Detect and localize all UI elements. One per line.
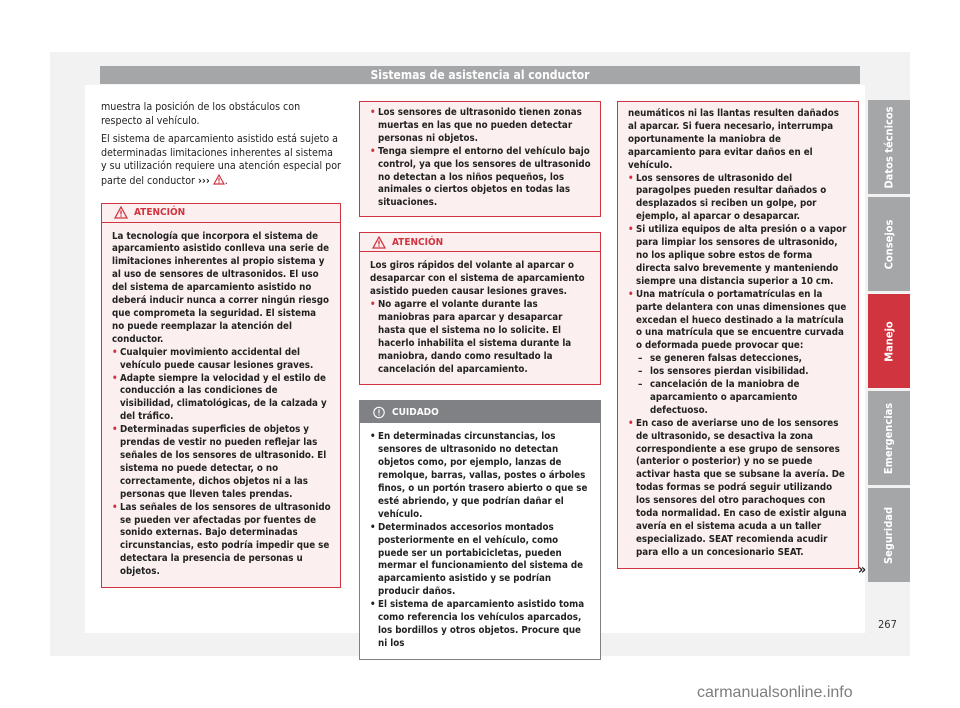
warning-bullet: • Tenga siempre el entorno del vehículo bajo control, ya que los sensores de ultrasonido no detectan a los niños pequeños, los animales o ciertos objetos en todas las situaciones.	[370, 146, 591, 211]
tab-label: Seguridad	[882, 506, 896, 564]
warning-triangle-icon[interactable]	[213, 174, 225, 185]
column-3	[617, 101, 859, 569]
warning-box-2	[359, 232, 601, 385]
warning-sub-item: – se generen falsas detecciones,	[628, 353, 849, 366]
warning-bullet: • Adapte siempre la velocidad y el estilo de conducción a las condiciones de visibilidad, climatológicas, de la calzada y del tráfico.	[112, 373, 331, 425]
warning-box-2-header	[360, 233, 600, 252]
warning-bullet: • Determinadas superficies de objetos y prendas de vestir no pueden reflejar las señales de los sensores de ultrasonido. El sistema no puede detectar, o no correctamente, dichos objetos ni a las personas que lleven tales prendas.	[112, 424, 331, 501]
tab-seguridad[interactable]	[868, 488, 910, 582]
continue-arrow-icon[interactable]: »	[858, 562, 867, 578]
warning-box-1	[101, 203, 341, 588]
caution-bullet: • El sistema de aparcamiento asistido toma como referencia los vehículos aparcados, los bordillos y otros objetos. Procure que ni los	[370, 599, 591, 651]
watermark-text: carmanualsonline.info	[697, 684, 853, 701]
warning-continuation-box	[359, 101, 601, 217]
warning-triangle-icon	[372, 236, 386, 249]
warning-bullet: • En caso de averiarse uno de los sensores de ultrasonido, se desactiva la zona correspondiente a ese grupo de sensores (anterior o posterior) y no se puede activar hasta que se subsane la avería. De todas formas se podrá seguir utilizando los sensores del otro parachoques con toda normalidad. En caso de existir alguna avería en el sistema acuda a un taller especializado. SEAT recomienda acudir para ello a un concesionario SEAT.	[628, 418, 849, 560]
warning-bullet: • Si utiliza equipos de alta presión o a vapor para limpiar los sensores de ultrasonido, no los aplique sobre estos de forma directa salvo brevemente y manteniendo siempre una distancia superior a 10 cm.	[628, 224, 849, 289]
warning-text: La tecnología que incorpora el sistema de aparcamiento asistido conlleva una serie de limitaciones inherentes al propio sistema y al uso de sensores de ultrasonidos. El uso del sistema de aparcamiento asistido no deberá inducir nunca a correr ningún riesgo que comprometa la seguridad. El sistema no puede reemplazar la atención del conductor.	[112, 230, 330, 345]
warning-continuation-body	[360, 102, 600, 216]
tab-label: Consejos	[882, 219, 896, 269]
warning-continuation-body-2	[618, 102, 858, 568]
warning-text: Los giros rápidos del volante al aparcar o desaparcar con el sistema de aparcamiento asistido pueden causar lesiones graves.	[370, 260, 585, 298]
warning-bullet: • Las señales de los sensores de ultrasonido se pueden ver afectadas por fuentes de sonido externas. Bajo determinadas circunstancias, esto podría impedir que se detectara la presencia de personas u objetos.	[112, 502, 331, 579]
tab-emergencias[interactable]	[868, 391, 910, 485]
warning-sub-item: – los sensores pierdan visibilidad.	[628, 366, 849, 379]
warning-box-1-header	[102, 204, 340, 223]
warning-bullet: • Una matrícula o portamatrículas en la parte delantera con unas dimensiones que excedan el hueco destinado a la matrícula o una matrícula que se encuentre curvada o deformada puede provocar que:	[628, 289, 849, 354]
warning-triangle-icon	[114, 206, 128, 219]
warning-continuation-box-2	[617, 101, 859, 569]
page-title: Sistemas de asistencia al conductor	[100, 66, 860, 84]
warning-sub-item: – cancelación de la maniobra de aparcamiento o aparcamiento defectuoso.	[628, 379, 849, 418]
reference-arrows[interactable]: ›››	[197, 174, 210, 187]
warning-bullet: • Los sensores de ultrasonido del paragolpes pueden resultar dañados o desplazados si reciben un golpe, por ejemplo, al aparcar o desaparcar.	[628, 173, 849, 225]
warning-bullet: • No agarre el volante durante las maniobras para aparcar y desaparcar hasta que el sistema no lo solicite. El hacerlo inhabilita el sistema durante la maniobra, dando como resultado la cancelación del aparcamiento.	[370, 299, 591, 376]
tab-label: Datos técnicos	[882, 105, 896, 189]
warning-label: ATENCIÓN	[134, 206, 186, 218]
caution-box-header	[360, 401, 600, 423]
tab-consejos[interactable]	[868, 197, 910, 291]
column-2	[359, 101, 601, 660]
warning-label: ATENCIÓN	[392, 236, 444, 248]
tab-datos-tecnicos[interactable]	[868, 100, 910, 194]
intro-paragraph-2: El sistema de aparcamiento asistido está sujeto a determinadas limitaciones inherentes al sistema y su utilización requiere una atención especial por parte del conductor ››› .	[101, 133, 341, 187]
tab-manejo[interactable]	[868, 294, 910, 388]
caution-bullet: • Determinados accesorios montados posteriormente en el vehículo, como puede ser un portabicicletas, pueden mermar el funcionamiento del sistema de aparcamiento asistido y se podrían producir daños.	[370, 522, 591, 599]
column-1	[101, 101, 341, 588]
caution-box	[359, 400, 601, 659]
tab-label: Emergencias	[882, 402, 896, 474]
warning-box-1-body	[102, 223, 340, 587]
caution-bullet: • En determinadas circunstancias, los sensores de ultrasonido no detectan objetos como, por ejemplo, lanzas de remolque, barras, vallas, postes o árboles finos, o un portón trasero abierto o que se esté abriendo, y que podrían dañar el vehículo.	[370, 431, 591, 521]
tab-label: Manejo	[882, 320, 896, 362]
warning-bullet: • Cualquier movimiento accidental del vehículo puede causar lesiones graves.	[112, 347, 331, 373]
warning-box-2-body	[360, 252, 600, 384]
page-number: 267	[878, 618, 897, 631]
info-circle-icon	[372, 406, 386, 419]
intro-paragraph-2-text: El sistema de aparcamiento asistido está sujeto a determinadas limitaciones inherentes al sistema y su utilización requiere una atención especial por parte del conductor	[101, 133, 341, 187]
warning-text: neumáticos ni las llantas resulten dañados al aparcar. Si fuera necesario, interrumpa oportunamente la maniobra de aparcamiento para evitar daños en el vehículo.	[628, 108, 839, 171]
caution-box-body	[360, 423, 600, 658]
intro-paragraph-1: muestra la posición de los obstáculos con respecto al vehículo.	[101, 101, 301, 127]
caution-label: CUIDADO	[392, 406, 439, 418]
warning-bullet: • Los sensores de ultrasonido tienen zonas muertas en las que no pueden detectar personas ni objetos.	[370, 107, 591, 146]
